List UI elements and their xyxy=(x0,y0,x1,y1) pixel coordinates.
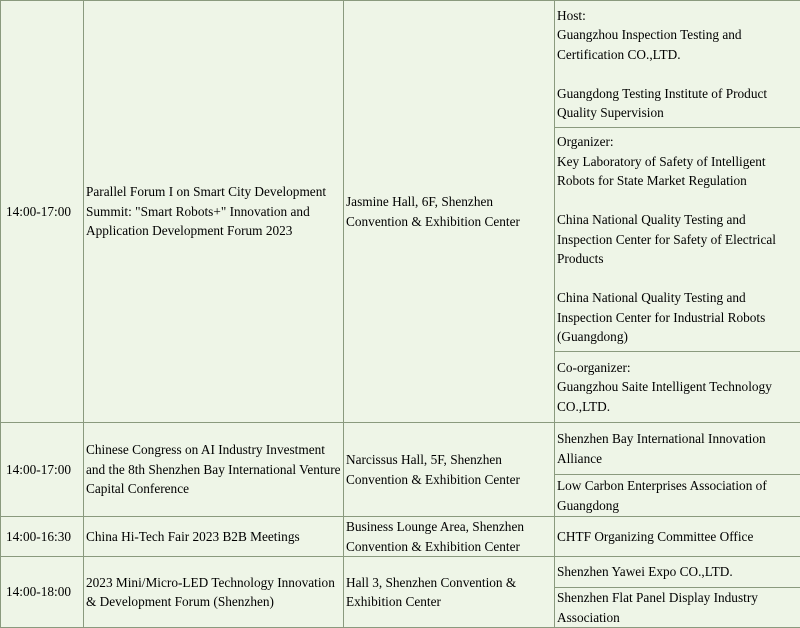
event-cell: Chinese Congress on AI Industry Investment and the 8th Shenzhen Bay International Venture Capital Conference xyxy=(84,423,344,517)
organizer-cell: CHTF Organizing Committee Office xyxy=(555,517,800,557)
organizer-name: Key Laboratory of Safety of Intelligent Robots for State Market Regulation xyxy=(557,152,798,191)
table-row xyxy=(1,1,800,128)
event-cell: 2023 Mini/Micro-LED Technology Innovation & Development Forum (Shenzhen) xyxy=(84,557,344,628)
time-cell: 14:00-17:00 xyxy=(1,1,84,423)
venue-cell: Hall 3, Shenzhen Convention & Exhibition Center xyxy=(344,557,555,628)
organizer-cell: Shenzhen Bay International Innovation Alliance xyxy=(555,423,800,475)
venue-cell: Business Lounge Area, Shenzhen Convention & Exhibition Center xyxy=(344,517,555,557)
organizer-cell: Shenzhen Yawei Expo CO.,LTD. xyxy=(555,557,800,588)
venue-cell: Narcissus Hall, 5F, Shenzhen Convention & Exhibition Center xyxy=(344,423,555,517)
coorganizer-name: Guangzhou Saite Intelligent Technology CO.,LTD. xyxy=(557,377,798,416)
organizer-cell xyxy=(555,128,800,352)
organizer-cell: Shenzhen Flat Panel Display Industry Association xyxy=(555,588,800,628)
host-name: Guangzhou Inspection Testing and Certification CO.,LTD. xyxy=(557,25,798,64)
host-name: Guangdong Testing Institute of Product Quality Supervision xyxy=(557,84,798,123)
host-label: Host: xyxy=(557,6,798,26)
coorganizer-cell xyxy=(555,352,800,423)
organizer-cell: Low Carbon Enterprises Association of Guangdong xyxy=(555,475,800,517)
event-cell: Parallel Forum I on Smart City Development Summit: "Smart Robots+" Innovation and Application Development Forum 2023 xyxy=(84,1,344,423)
time-cell: 14:00-17:00 xyxy=(1,423,84,517)
table-row xyxy=(1,517,800,557)
organizer-label: Organizer: xyxy=(557,132,798,152)
table-row xyxy=(1,557,800,588)
table-row xyxy=(1,423,800,475)
event-cell: China Hi-Tech Fair 2023 B2B Meetings xyxy=(84,517,344,557)
organizer-name: China National Quality Testing and Inspection Center for Safety of Electrical Products xyxy=(557,210,798,269)
venue-cell: Jasmine Hall, 6F, Shenzhen Convention & Exhibition Center xyxy=(344,1,555,423)
time-cell: 14:00-18:00 xyxy=(1,557,84,628)
organizer-name: China National Quality Testing and Inspection Center for Industrial Robots (Guangdong) xyxy=(557,288,798,347)
coorganizer-label: Co-organizer: xyxy=(557,358,798,378)
time-cell: 14:00-16:30 xyxy=(1,517,84,557)
host-cell xyxy=(555,1,800,128)
